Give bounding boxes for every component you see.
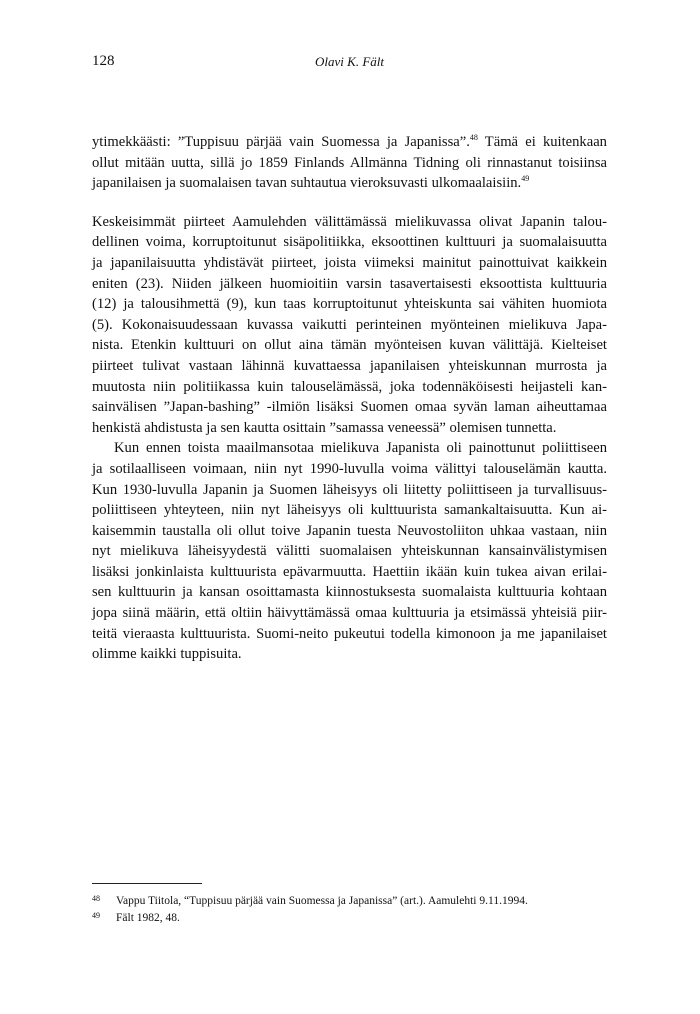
running-head: Olavi K. Fält	[315, 54, 384, 69]
page-header	[92, 53, 607, 73]
text-line: henkistä ahdistusta ja sen kautta osittain ”samassa veneessä” olemisen tunnetta.	[92, 419, 557, 436]
text-line: dellinen voima, korruptoitunut sisäpolitiikka, eksoottinen kulttuuri ja suomalaisuutta	[92, 234, 607, 251]
text-line: nista. Etenkin kulttuuri on ollut aina tämän myönteisen kuvan välittäjä. Kielteiset	[92, 337, 607, 354]
text-line: (5). Kokonaisuudessaan kuvassa vaikutti perinteinen myönteinen mielikuva Japa-	[92, 316, 607, 333]
text-line: sen kulttuurin ja kansan osoittamasta kiinnostuksesta suomalaista kulttuuria kohtaan	[92, 584, 607, 601]
footnote-ref: 49	[521, 174, 530, 184]
text-line: ja sotilaalliseen voimaan, niin nyt 1990-luvulla voima välittyi talouselämän kautta.	[92, 460, 607, 477]
text-line: (12) ja talousihmettä (9), kun taas korruptoitunut yhteiskunta sai vähiten huomiota	[92, 296, 607, 313]
text-line: japanilaisen ja suomalaisen tavan suhtautua vieroksuvasti ulkomaalaisiin.$^{49}$	[92, 174, 530, 192]
paragraph-2	[92, 212, 607, 439]
text-line: ytimekkäästi: ”Tuppisuu pärjää vain Suomessa ja Japanissa”.$^{48}$ Tämä ei kuitenkaan	[92, 133, 607, 150]
footnote-separator	[92, 883, 202, 884]
footnote-number: 48	[92, 894, 100, 903]
footnotes	[92, 893, 607, 927]
footnote	[92, 893, 607, 910]
paragraph-3	[92, 438, 607, 665]
text-line: sainvälisen ”Japan-bashing” -ilmiön lisäksi Suomen omaa syvän laman aiheuttamaa	[92, 399, 607, 416]
text-line: nyt mielikuva läheisyydestä välitti suomalaisen yhteiskunnan kansainvälistymisen	[92, 543, 607, 560]
footnote-text: Vappu Tiitola, “Tuppisuu pärjää vain Suomessa ja Japanissa” (art.). Aamulehti 9.11.1994.	[116, 895, 528, 907]
text-line: olimme kaikki tuppisuita.	[92, 646, 242, 663]
text-line: Kun ennen toista maailmansotaa mielikuva Japanista oli painottunut poliittiseen	[114, 440, 607, 457]
text-line: jopa siinä määrin, että oltiin häivyttämässä omaa kulttuuria ja etsimässä yhteisiä piir-	[92, 605, 607, 622]
footnote	[92, 910, 607, 927]
body-text	[92, 132, 607, 665]
footnote-text: Fält 1982, 48.	[116, 912, 180, 924]
text-line: poliittiseen yhteyteen, niin nyt läheisyys oli kulttuurista samankaltaisuutta. Kun ai-	[92, 502, 607, 519]
text-line: eniten (23). Niiden jälkeen huomioitiin varsin tasavertaisesti eksoottista kulttuuria	[92, 275, 607, 292]
text-line: Kun 1930-luvulla Japanin ja Suomen läheisyys oli liitetty poliittiseen ja turvallisuus-	[92, 481, 607, 498]
text-line: kaisemmin taustalla oli ollut toive Japanin tuesta Neuvostoliiton uhkaa vastaan, niin	[92, 522, 607, 539]
text-line: lisäksi jonkinlaista kulttuurista epävarmuutta. Haettiin ikään kuin tukea aivan erilai-	[92, 563, 607, 580]
text-line: ja japanilaisuutta yhdistävät piirteet, joista viimeksi mainitut painottuivat kaikkein	[92, 254, 607, 271]
footnote-number: 49	[92, 911, 100, 920]
paragraph-1	[92, 132, 607, 194]
text-line: ollut mitään uutta, sillä jo 1859 Finlands Allmänna Tidning oli rinnastanut toisiinsa	[92, 154, 607, 171]
text-line: teitä vieraasta kulttuurista. Suomi-neito pukeutui todella kimonoon ja me japanilaiset	[92, 625, 607, 642]
text-line: piirteet tulivat vastaan lähinnä kuvattaessa japanilaisen yhteiskunnan murrosta ja	[92, 357, 607, 374]
footnote-ref: 48	[469, 133, 478, 142]
text-line: muutosta niin politiikassa kuin talouselämässä, joka todennäköisesti heijasteli kan-	[92, 378, 607, 395]
page-number: 128	[92, 53, 115, 69]
text-line: Keskeisimmät piirteet Aamulehden välittämässä mielikuvassa olivat Japanin talou-	[92, 213, 607, 230]
